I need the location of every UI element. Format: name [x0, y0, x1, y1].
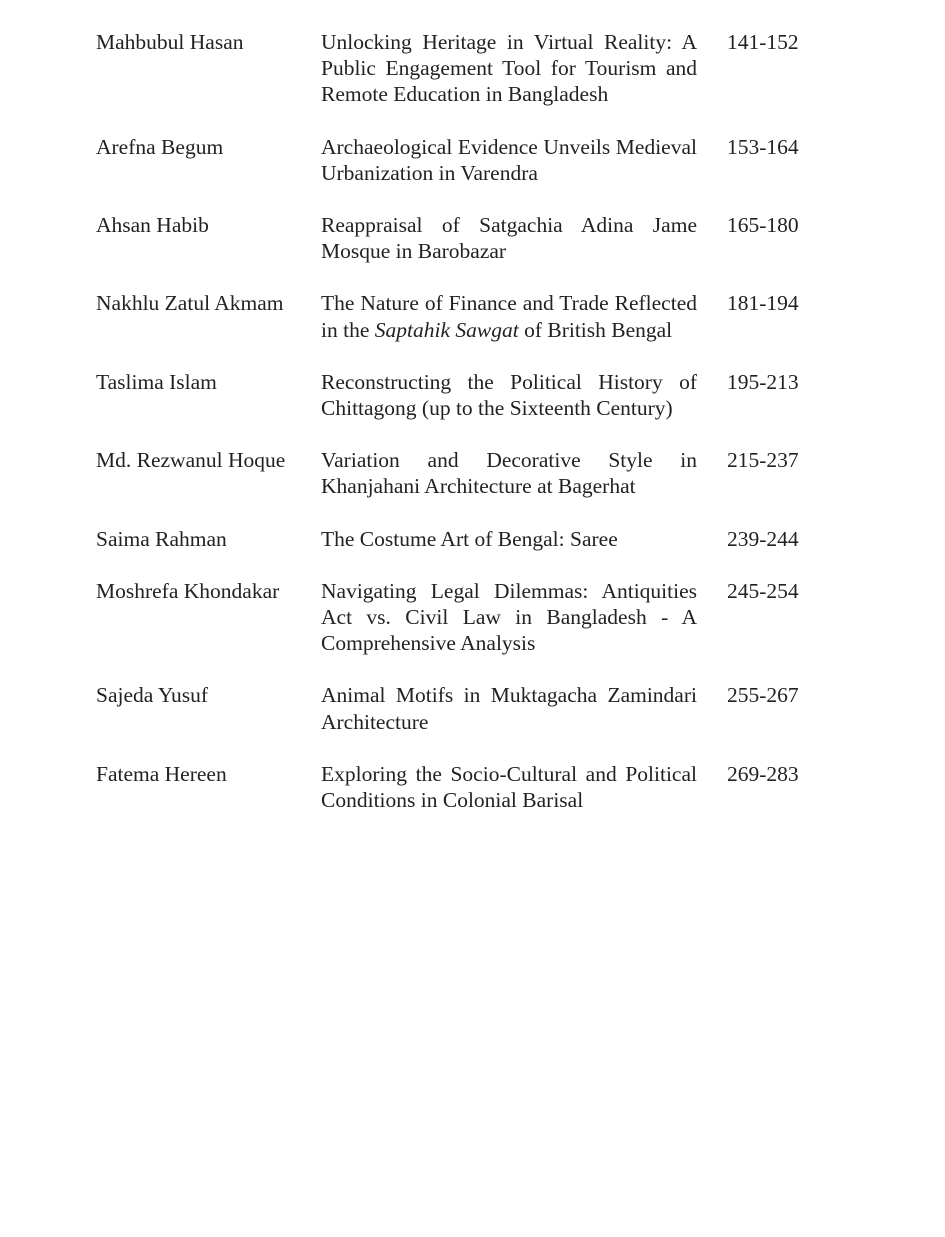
article-title [321, 578, 697, 657]
toc-entry [96, 526, 816, 552]
toc-entry [96, 212, 816, 264]
toc-entry [96, 369, 816, 421]
article-title [321, 526, 697, 552]
title-text: The Nature of Finance and Trade Reflected in the [321, 291, 697, 342]
page-range: 181-194 [727, 291, 799, 316]
page-range: 245-254 [727, 578, 799, 603]
toc-entry [96, 761, 816, 813]
toc-entry [96, 682, 816, 734]
page-range: 165-180 [727, 213, 799, 238]
author-name: Sajeda Yusuf [96, 683, 209, 708]
title-italic-text: Saptahik Sawgat [374, 317, 519, 342]
article-title [321, 761, 697, 813]
author-name: Saima Rahman [96, 526, 227, 551]
title-text-end: of British Bengal [518, 317, 673, 342]
article-title [321, 369, 697, 421]
toc-entry [96, 134, 816, 186]
title-text: Unlocking Heritage in Virtual Reality: A Public Engagement Tool for Tourism and Remote Education in Bangladesh [321, 30, 697, 107]
title-text: Animal Motifs in Muktagacha Zamindari Architecture [321, 683, 697, 734]
author-name: Md. Rezwanul Hoque [96, 448, 286, 473]
page-range: 153-164 [727, 134, 799, 159]
page-range: 269-283 [727, 761, 799, 786]
page-range: 255-267 [727, 683, 799, 708]
author-name: Fatema Hereen [96, 761, 227, 786]
table-of-contents [96, 29, 816, 839]
article-title [321, 134, 697, 186]
article-title [321, 682, 697, 734]
page-range: 215-237 [727, 448, 799, 473]
page-range: 239-244 [727, 526, 799, 551]
title-text: Reappraisal of Satgachia Adina Jame Mosque in Barobazar [321, 213, 697, 264]
author-name: Nakhlu Zatul Akmam [96, 291, 284, 316]
toc-entry [96, 290, 816, 342]
article-title [321, 447, 697, 499]
title-text: Exploring the Socio-Cultural and Political Conditions in Colonial Barisal [321, 761, 697, 813]
author-name: Ahsan Habib [96, 213, 209, 238]
author-name: Moshrefa Khondakar [96, 578, 280, 603]
article-title [321, 29, 697, 108]
toc-entry [96, 29, 816, 108]
page-range: 195-213 [727, 369, 799, 394]
title-text: Archaeological Evidence Unveils Medieval Urbanization in Varendra [321, 134, 697, 185]
author-name: Taslima Islam [96, 369, 217, 394]
author-name: Arefna Begum [96, 134, 224, 159]
article-title [321, 290, 697, 342]
title-text: Variation and Decorative Style in Khanjahani Architecture at Bagerhat [321, 448, 697, 499]
page-range: 141-152 [727, 30, 799, 54]
toc-entry [96, 578, 816, 657]
author-name: Mahbubul Hasan [96, 30, 244, 54]
title-text: Reconstructing the Political History of Chittagong (up to the Sixteenth Century) [321, 369, 697, 421]
article-title [321, 212, 697, 264]
title-text: Navigating Legal Dilemmas: Antiquities Act vs. Civil Law in Bangladesh - A Comprehensive Analysis [321, 578, 697, 656]
toc-entry [96, 447, 816, 499]
title-text: The Costume Art of Bengal: Saree [321, 526, 618, 551]
